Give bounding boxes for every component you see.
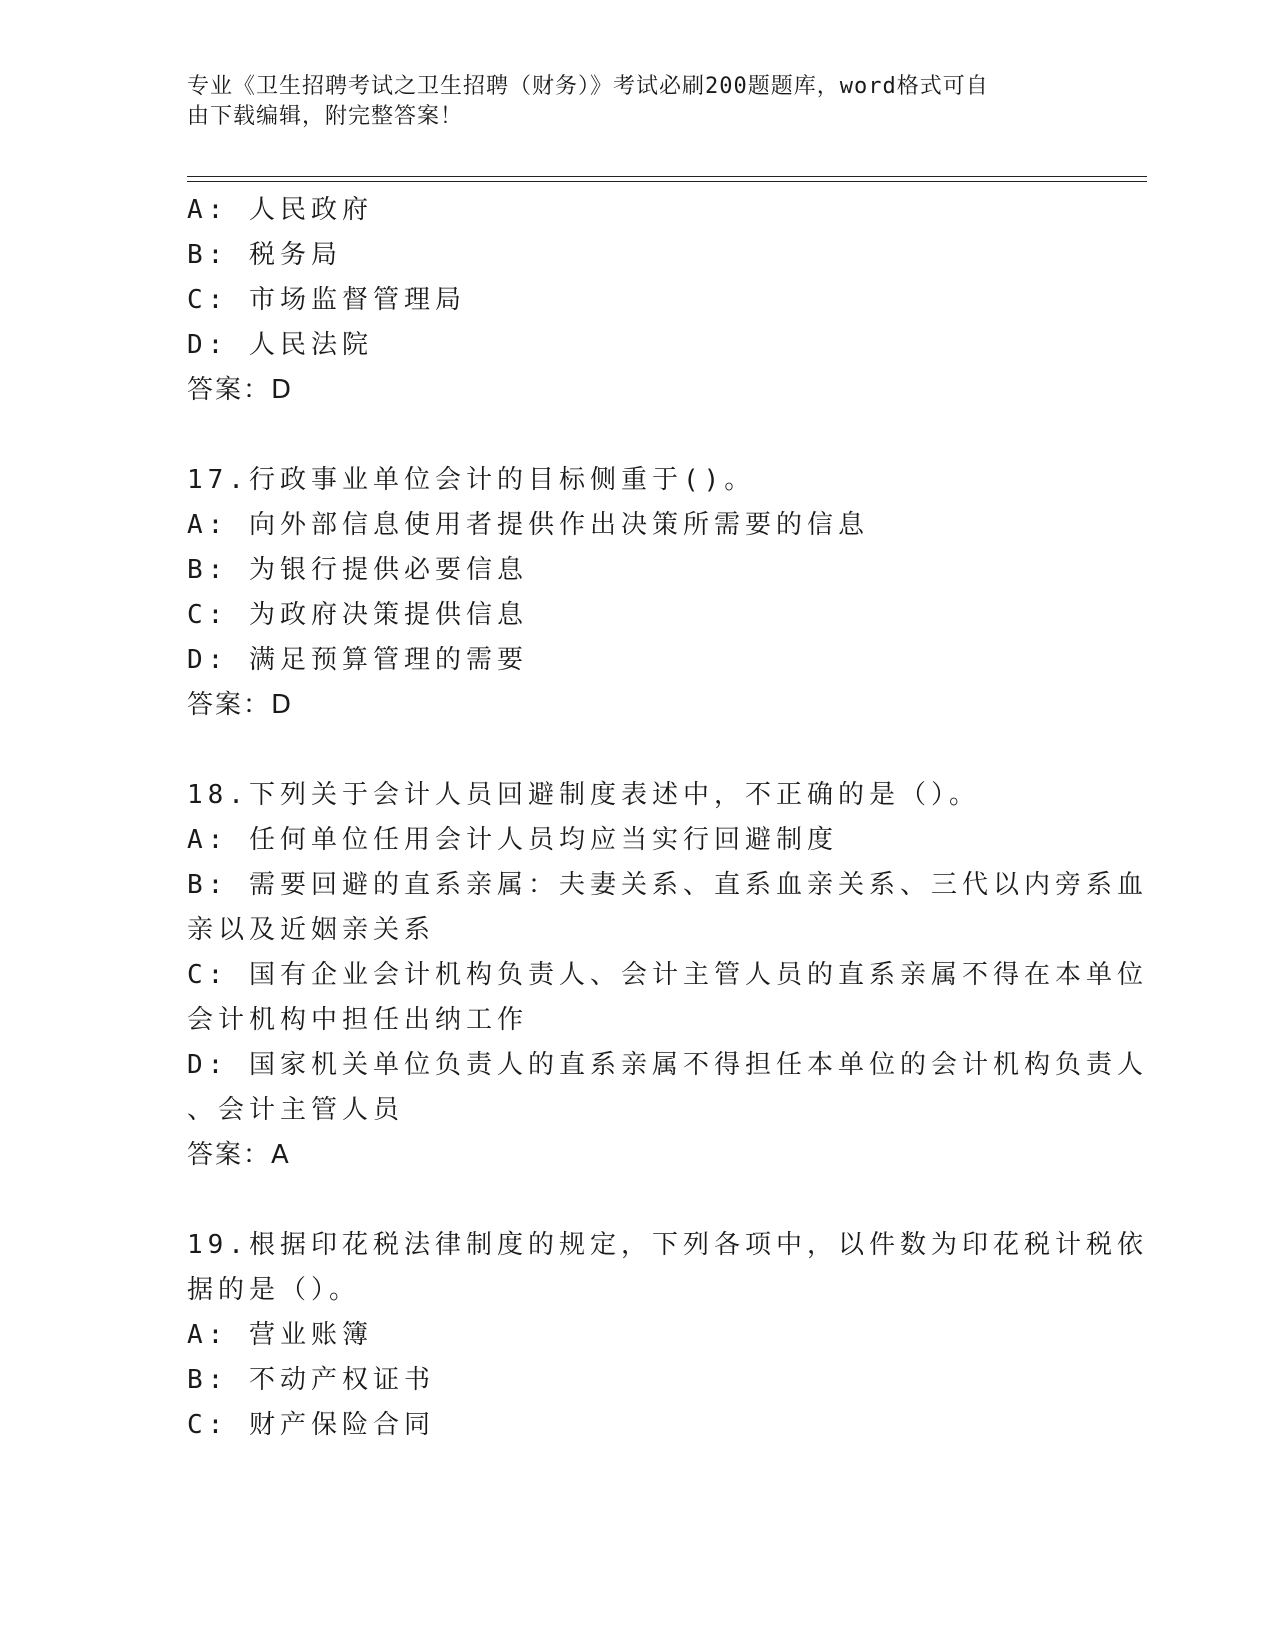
q19-option-a: A: 营业账簿 bbox=[187, 1320, 373, 1350]
q18-answer: 答案：A bbox=[187, 1140, 291, 1170]
q18-option-a: A: 任何单位任用会计人员均应当实行回避制度 bbox=[187, 825, 838, 855]
q16-option-b: B: 税务局 bbox=[187, 240, 342, 270]
q18-option-b-line-1: B: 需要回避的直系亲属：夫妻关系、直系血亲关系、三代以内旁系血 bbox=[187, 870, 1148, 900]
q17-option-d: D: 满足预算管理的需要 bbox=[187, 645, 528, 675]
q18-question: 18.下列关于会计人员回避制度表述中，不正确的是（）。 bbox=[187, 780, 980, 810]
q17-option-b: B: 为银行提供必要信息 bbox=[187, 555, 528, 585]
header-divider-top bbox=[187, 176, 1147, 177]
q17-question: 17.行政事业单位会计的目标侧重于()。 bbox=[187, 465, 756, 495]
q18-option-d-line-2: 、会计主管人员 bbox=[187, 1095, 405, 1125]
q16-option-a: A: 人民政府 bbox=[187, 195, 373, 225]
header-divider-bottom bbox=[187, 181, 1147, 182]
header-line-1: 专业《卫生招聘考试之卫生招聘（财务）》考试必刷200题题库，word格式可自 bbox=[187, 74, 989, 99]
q18-option-c-line-1: C: 国有企业会计机构负责人、会计主管人员的直系亲属不得在本单位 bbox=[187, 960, 1148, 990]
q18-option-d-line-1: D: 国家机关单位负责人的直系亲属不得担任本单位的会计机构负责人 bbox=[187, 1050, 1148, 1080]
header-line-2: 由下载编辑，附完整答案！ bbox=[187, 104, 464, 129]
q18-option-c-line-2: 会计机构中担任出纳工作 bbox=[187, 1005, 529, 1035]
q19-option-c: C: 财产保险合同 bbox=[187, 1410, 435, 1440]
q19-question-line-2: 据的是（）。 bbox=[187, 1275, 361, 1305]
q16-option-d: D: 人民法院 bbox=[187, 330, 373, 360]
q18-option-b-line-2: 亲以及近姻亲关系 bbox=[187, 915, 436, 945]
q17-option-a: A: 向外部信息使用者提供作出决策所需要的信息 bbox=[187, 510, 869, 540]
q16-answer: 答案：D bbox=[187, 375, 294, 405]
q17-option-c: C: 为政府决策提供信息 bbox=[187, 600, 528, 630]
q19-question-line-1: 19.根据印花税法律制度的规定，下列各项中，以件数为印花税计税依 bbox=[187, 1230, 1148, 1260]
document-header bbox=[187, 72, 1067, 132]
q17-answer: 答案：D bbox=[187, 690, 294, 720]
q16-option-c: C: 市场监督管理局 bbox=[187, 285, 466, 315]
q19-option-b: B: 不动产权证书 bbox=[187, 1365, 435, 1395]
